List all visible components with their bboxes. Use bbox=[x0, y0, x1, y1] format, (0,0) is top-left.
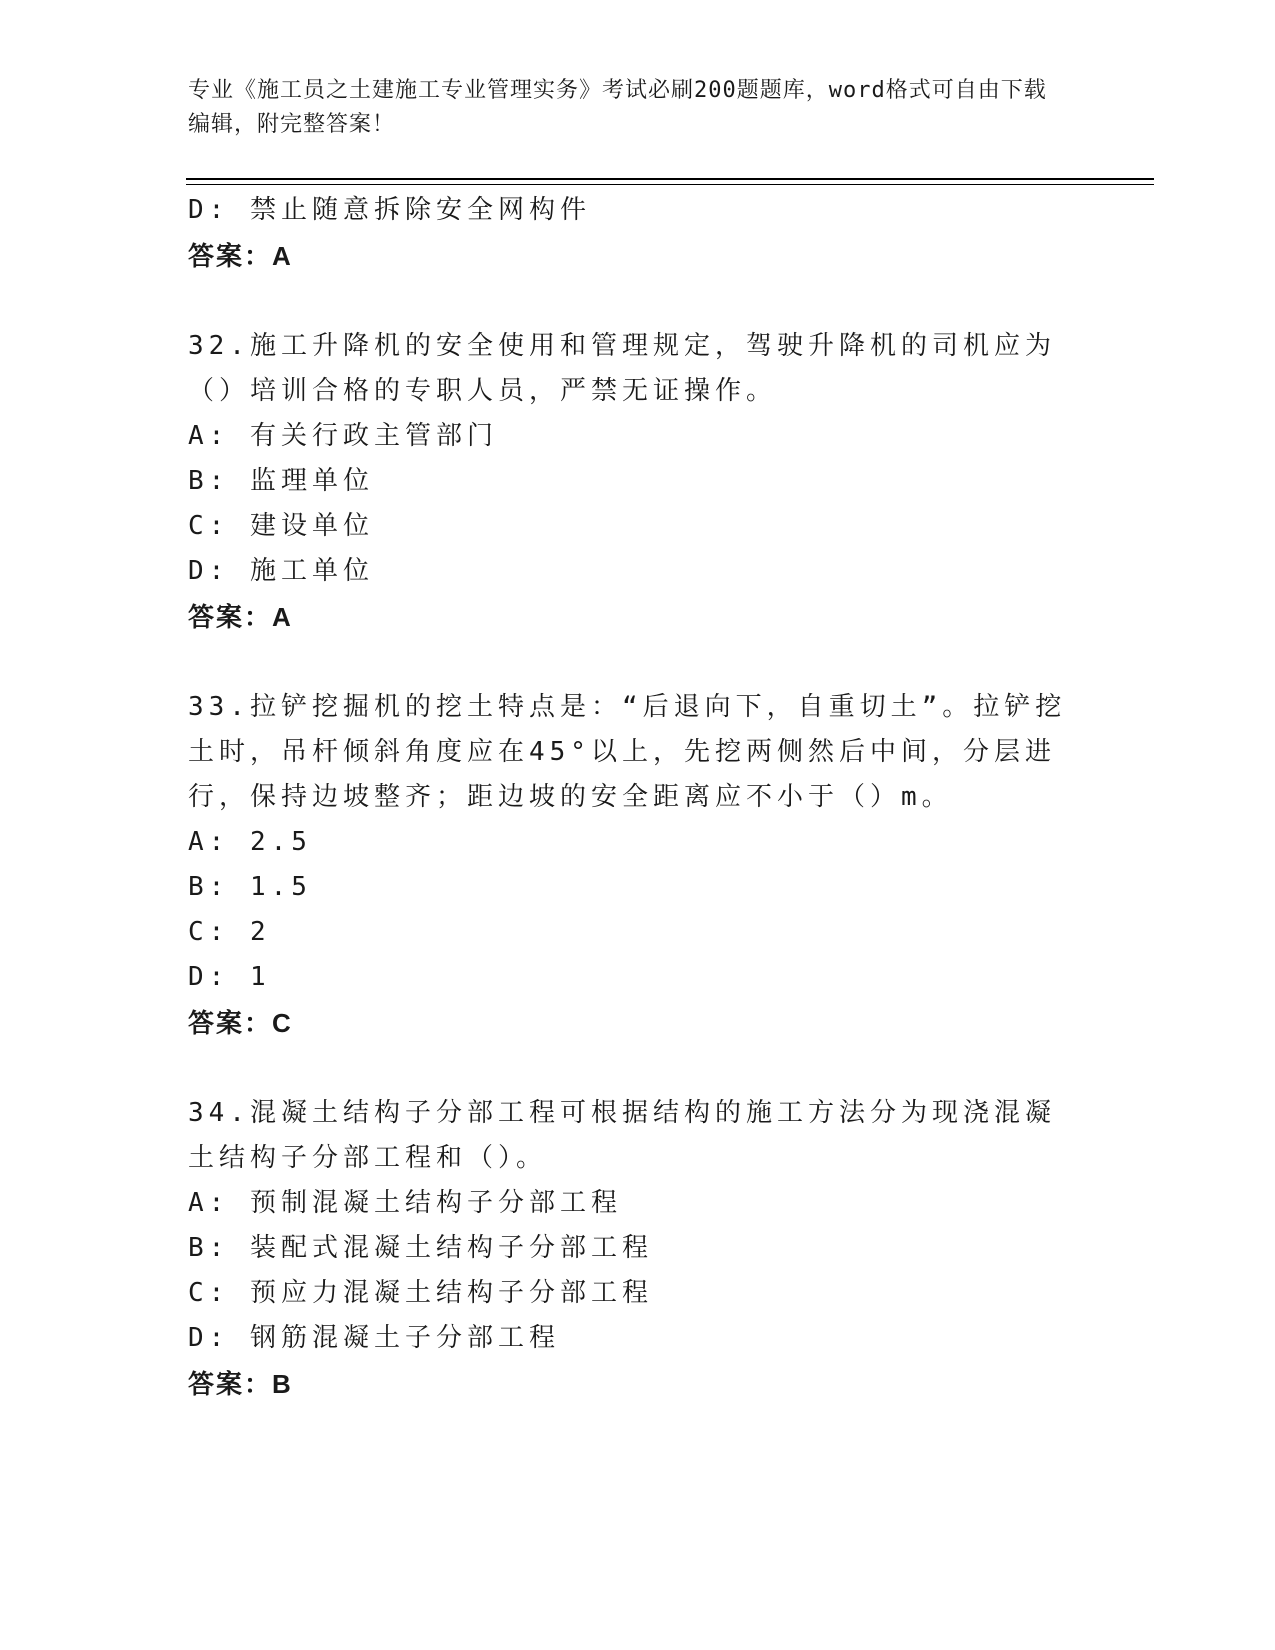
question-text: 34.混凝土结构子分部工程可根据结构的施工方法分为现浇混凝土结构子分部工程和（）。 bbox=[188, 1098, 1056, 1173]
option-b: B: 装配式混凝土结构子分部工程 bbox=[188, 1233, 653, 1263]
question-34 bbox=[188, 1091, 1068, 1407]
answer-line: 答案：A bbox=[188, 241, 293, 271]
option-c: C: 建设单位 bbox=[188, 511, 374, 541]
option-d: D: 1 bbox=[188, 962, 271, 992]
option-d: D: 施工单位 bbox=[188, 556, 374, 586]
document-body bbox=[188, 188, 1068, 1407]
answer-line: 答案：B bbox=[188, 1369, 293, 1399]
document-header: 专业《施工员之土建施工专业管理实务》考试必刷200题题库，word格式可自由下载编辑，附完整答案！ bbox=[188, 78, 1047, 137]
question-33 bbox=[188, 685, 1068, 1046]
option-b: B: 1.5 bbox=[188, 872, 312, 902]
option-b: B: 监理单位 bbox=[188, 466, 374, 496]
answer-line: 答案：C bbox=[188, 1008, 293, 1038]
option-a: A: 有关行政主管部门 bbox=[188, 421, 498, 451]
option-d: D: 钢筋混凝土子分部工程 bbox=[188, 1323, 560, 1353]
option-a: A: 2.5 bbox=[188, 827, 312, 857]
option-a: A: 预制混凝土结构子分部工程 bbox=[188, 1188, 622, 1218]
question-text: 33.拉铲挖掘机的挖土特点是：“后退向下，自重切土”。拉铲挖土时，吊杆倾斜角度应在45°以上，先挖两侧然后中间，分层进行，保持边坡整齐；距边坡的安全距离应不小于（）m。 bbox=[188, 692, 1067, 812]
header-rule-thin bbox=[186, 184, 1154, 185]
header-rule-thick bbox=[186, 178, 1154, 180]
option-c: C: 预应力混凝土结构子分部工程 bbox=[188, 1278, 653, 1308]
option-c: C: 2 bbox=[188, 917, 271, 947]
question-32 bbox=[188, 324, 1068, 640]
question-text: 32.施工升降机的安全使用和管理规定，驾驶升降机的司机应为（）培训合格的专职人员，严禁无证操作。 bbox=[188, 331, 1056, 406]
carryover-block bbox=[188, 188, 1068, 279]
answer-line: 答案：A bbox=[188, 602, 293, 632]
option-d: D: 禁止随意拆除安全网构件 bbox=[188, 195, 591, 225]
